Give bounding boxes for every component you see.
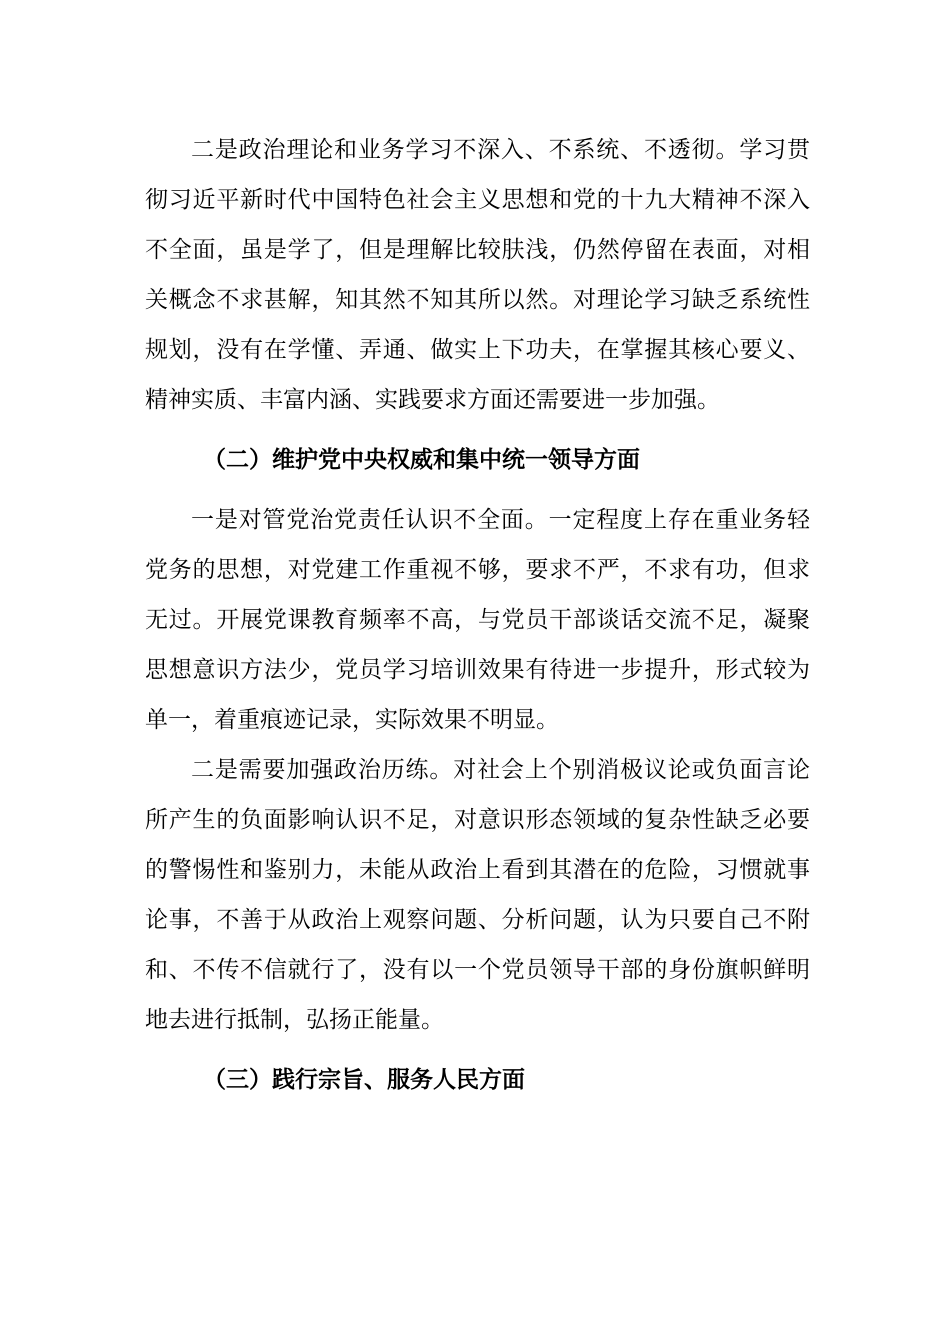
section-heading-2: （二）维护党中央权威和集中统一领导方面	[203, 447, 640, 473]
document-page	[145, 125, 810, 1115]
paragraph-political-theory-study: 二是政治理论和业务学习不深入、不系统、不透彻。学习贯彻习近平新时代中国特色社会主义思想和党的十九大精神不深入不全面，虽是学了，但是理解比较肤浅，仍然停留在表面，对相关概念不求甚解，知其然不知其所以然。对理论学习缺乏系统性规划，没有在学懂、弄通、做实上下功夫，在掌握其核心要义、精神实质、丰富内涵、实践要求方面还需要进一步加强。	[145, 137, 810, 413]
paragraph-party-responsibility: 一是对管党治党责任认识不全面。一定程度上存在重业务轻党务的思想，对党建工作重视不够，要求不严，不求有功，但求无过。开展党课教育频率不高，与党员干部谈话交流不足，凝聚思想意识方法少，党员学习培训效果有待进一步提升，形式较为单一，着重痕迹记录，实际效果不明显。	[145, 507, 810, 733]
paragraph-political-training: 二是需要加强政治历练。对社会上个别消极议论或负面言论所产生的负面影响认识不足，对意识形态领域的复杂性缺乏必要的警惕性和鉴别力，未能从政治上看到其潜在的危险，习惯就事论事，不善于从政治上观察问题、分析问题，认为只要自己不附和、不传不信就行了，没有以一个党员领导干部的身份旗帜鲜明地去进行抵制，弘扬正能量。	[145, 757, 810, 1033]
section-heading-3: （三）践行宗旨、服务人民方面	[203, 1067, 525, 1093]
